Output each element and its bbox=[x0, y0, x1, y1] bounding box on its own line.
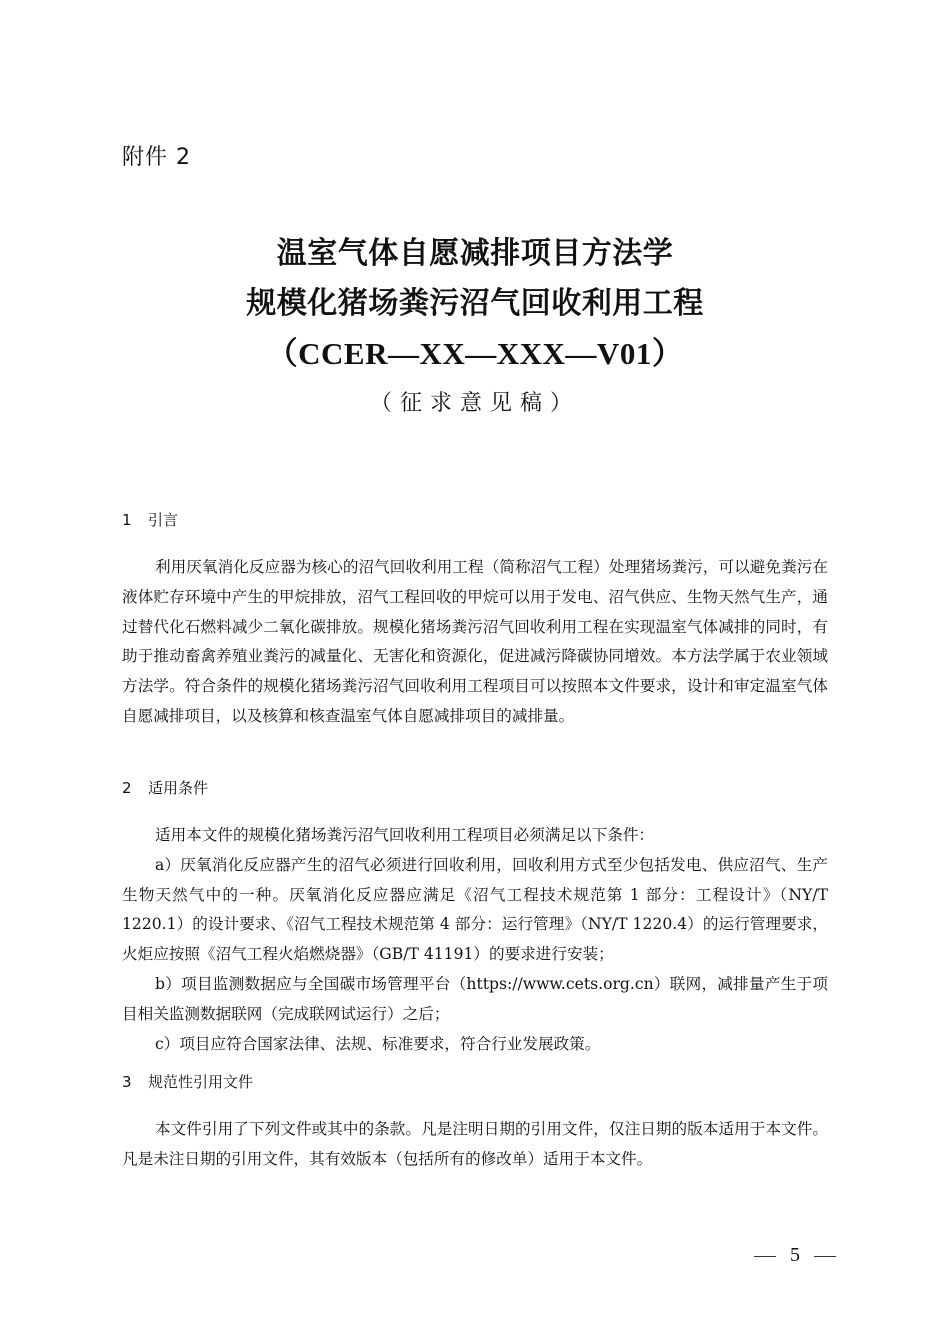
section-heading-3 bbox=[122, 1071, 253, 1092]
page-number-value: 5 bbox=[790, 1244, 800, 1266]
document-code: （CCER—XX—XXX—V01） bbox=[266, 336, 684, 371]
section-title: 适用条件 bbox=[148, 779, 209, 797]
section-3-body bbox=[122, 1115, 828, 1175]
condition-a: a）厌氧消化反应器产生的沼气必须进行回收利用，回收利用方式至少包括发电、供应沼气、生产生物天然气中的一种。厌氧消化反应器应满足《沼气工程技术规范第 1 部分：工程设计》（NY/T 1220.1）的设计要求、《沼气工程技术规范第 4 部分：运行管理》（NY/T 1220.4）的运行管理要求，火炬应按照《沼气工程火焰燃烧器》（GB/T 41191）的要求进行安装； bbox=[122, 855, 828, 964]
section-number: 3 bbox=[122, 1073, 132, 1091]
section-1-body bbox=[122, 553, 828, 732]
section-heading-2 bbox=[122, 777, 208, 798]
section-title: 规范性引用文件 bbox=[148, 1073, 254, 1091]
section-heading-1 bbox=[122, 509, 178, 530]
paragraph: 本文件引用了下列文件或其中的条款。凡是注明日期的引用文件，仅注日期的版本适用于本文件。凡是未注日期的引用文件，其有效版本（包括所有的修改单）适用于本文件。 bbox=[122, 1120, 828, 1168]
draft-subtitle: （征求意见稿） bbox=[369, 391, 580, 416]
section-number: 2 bbox=[122, 779, 132, 797]
condition-c: c）项目应符合国家法律、法规、标准要求，符合行业发展政策。 bbox=[155, 1034, 601, 1053]
paragraph: 适用本文件的规模化猪场粪污沼气回收利用工程项目必须满足以下条件： bbox=[155, 826, 655, 844]
section-2-body bbox=[122, 821, 828, 1059]
section-title: 引言 bbox=[148, 511, 179, 529]
paragraph: 利用厌氧消化反应器为核心的沼气回收利用工程（简称沼气工程）处理猪场粪污，可以避免粪污在液体贮存环境中产生的甲烷排放，沼气工程回收的甲烷可以用于发电、沼气供应、生物天然气生产，通过替代化石燃料减少二氧化碳排放。规模化猪场粪污沼气回收利用工程在实现温室气体减排的同时，有助于推动畜禽养殖业粪污的减量化、无害化和资源化，促进减污降碳协同增效。本方法学属于农业领域方法学。符合条件的规模化猪场粪污沼气回收利用工程项目可以按照本文件要求，设计和审定温室气体自愿减排项目，以及核算和核查温室气体自愿减排项目的减排量。 bbox=[122, 558, 828, 725]
page-number bbox=[740, 1244, 850, 1267]
attachment-label: 附件 2 bbox=[122, 145, 191, 170]
dash-right bbox=[814, 1256, 836, 1257]
document-title-line-2: 规模化猪场粪污沼气回收利用工程 bbox=[246, 286, 704, 321]
condition-b: b）项目监测数据应与全国碳市场管理平台（https://www.cets.org.cn）联网，减排量产生于项目相关监测数据联网（完成联网试运行）之后； bbox=[122, 974, 828, 1023]
section-number: 1 bbox=[122, 511, 132, 529]
dash-left bbox=[754, 1256, 776, 1257]
document-title-line-1: 温室气体自愿减排项目方法学 bbox=[276, 236, 674, 271]
